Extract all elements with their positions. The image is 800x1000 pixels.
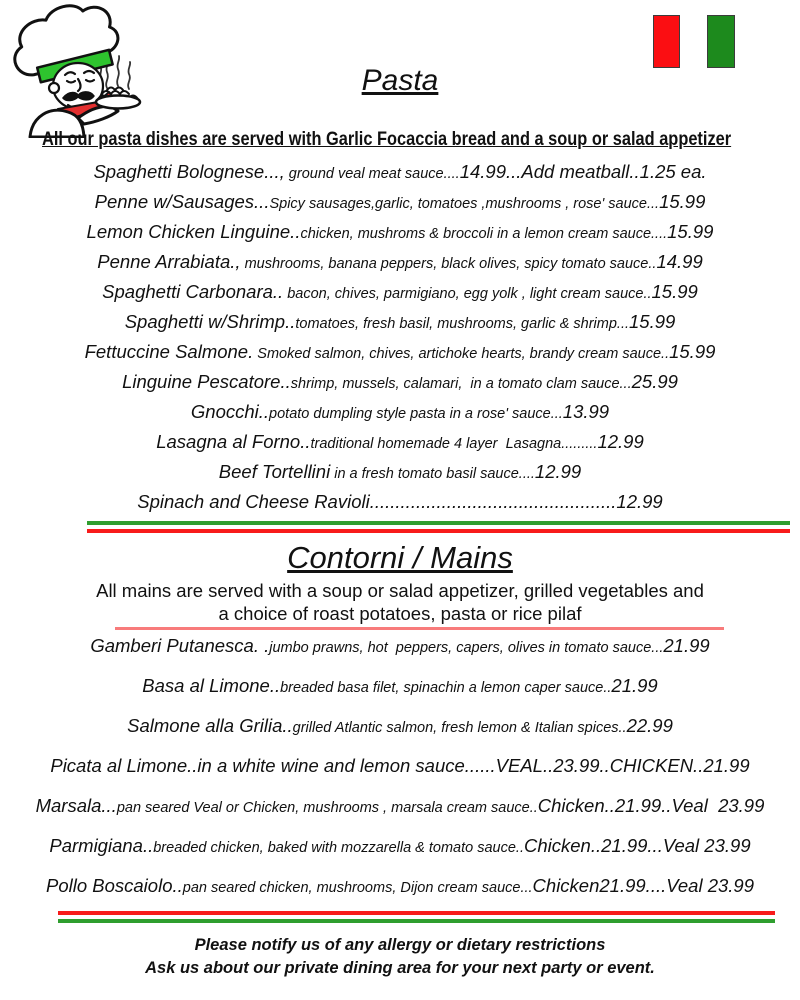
menu-item-row	[0, 626, 800, 666]
menu-item-row	[0, 826, 800, 866]
item-description: Spicy sausages,garlic, tomatoes ,mushrooms , rose' sauce...	[269, 196, 660, 212]
item-price: 14.99	[656, 251, 703, 272]
item-name: Gamberi Putanesca. .	[90, 635, 270, 656]
flag-red-stripe	[653, 15, 680, 68]
item-description: breaded basa filet, spinachin a lemon caper sauce..	[280, 680, 612, 696]
menu-item-row	[0, 746, 800, 786]
item-name: Linguine Pescatore..	[122, 371, 291, 392]
item-price: 21.99	[611, 675, 658, 696]
menu-item-row	[0, 277, 800, 307]
item-price: 15.99	[629, 311, 676, 332]
menu-item-row	[0, 866, 800, 906]
item-description: jumbo prawns, hot peppers, capers, olives in tomato sauce...	[269, 640, 664, 656]
item-name: Pollo Boscaiolo..	[45, 875, 183, 896]
menu-item-row	[0, 157, 800, 187]
item-price: Chicken..21.99...Veal 23.99	[524, 835, 751, 856]
mains-section-title: Contorni / Mains	[287, 540, 513, 575]
item-description: chicken, mushroms & broccoli in a lemon cream sauce....	[300, 226, 668, 242]
item-price: 25.99	[631, 371, 678, 392]
item-name: Penne w/Sausages...	[94, 191, 270, 212]
item-description: tomatoes, fresh basil, mushrooms, garlic & shrimp...	[295, 316, 630, 332]
item-price: 14.99...Add meatball..1.25 ea.	[459, 161, 707, 182]
item-price: 15.99	[659, 191, 706, 212]
pasta-section-note: All our pasta dishes are served with Garlic Focaccia bread and a soup or salad appetizer	[42, 128, 732, 150]
item-name: Spaghetti w/Shrimp..	[124, 311, 296, 332]
tricolor-divider-bottom	[58, 911, 775, 923]
item-price: 13.99	[562, 401, 610, 422]
item-description: bacon, chives, parmigiano, egg yolk , light cream sauce..	[283, 286, 652, 302]
flag-green-stripe	[707, 15, 735, 68]
item-price: 12.99	[534, 461, 582, 482]
menu-item-row	[0, 457, 800, 487]
green-stripe	[87, 521, 790, 525]
item-price: 22.99	[626, 715, 673, 736]
item-name: Parmigiana..	[49, 835, 154, 856]
item-name: Spaghetti Bolognese...,	[93, 161, 285, 182]
menu-item-row	[0, 427, 800, 457]
item-name: Marsala...	[35, 795, 117, 816]
item-description: potato dumpling style pasta in a rose' sauce...	[269, 406, 563, 422]
item-price: Chicken..21.99..Veal 23.99	[537, 795, 765, 816]
item-name: Lemon Chicken Linguine..	[86, 221, 301, 242]
tricolor-divider-pasta	[87, 521, 790, 533]
menu-item-row	[0, 217, 800, 247]
item-price: 12.99	[616, 491, 663, 512]
menu-item-row	[0, 247, 800, 277]
item-price: Chicken21.99....Veal 23.99	[532, 875, 755, 896]
item-description: pan seared chicken, mushrooms, Dijon cream sauce...	[182, 880, 533, 896]
item-price: 12.99	[597, 431, 644, 452]
mains-note-line1: All mains are served with a soup or salad appetizer, grilled vegetables and	[96, 580, 704, 601]
item-description: breaded chicken, baked with mozzarella & tomato sauce..	[153, 840, 524, 856]
item-description: grilled Atlantic salmon, fresh lemon & Italian spices..	[292, 720, 627, 736]
item-name: Basa al Limone..	[142, 675, 281, 696]
pasta-section-title: Pasta	[361, 64, 439, 97]
item-name: Penne Arrabiata.,	[97, 251, 241, 272]
menu-item-row	[0, 487, 800, 517]
menu-item-row	[0, 666, 800, 706]
menu-item-row	[0, 337, 800, 367]
item-name: Gnocchi..	[190, 401, 270, 422]
item-description: shrimp, mussels, calamari, in a tomato clam sauce...	[290, 376, 632, 392]
menu-item-row	[0, 307, 800, 337]
item-price: 15.99	[667, 221, 714, 242]
menu-item-row	[0, 367, 800, 397]
item-description: traditional homemade 4 layer Lasagna.........	[310, 436, 598, 452]
item-price: 21.99	[663, 635, 710, 656]
item-name: Salmone alla Grilia..	[127, 715, 293, 736]
item-price: 15.99	[651, 281, 698, 302]
item-name: Spinach and Cheese Ravioli................................................	[137, 491, 617, 512]
mains-items-list	[0, 626, 800, 906]
item-price: VEAL..23.99..CHICKEN..21.99	[495, 755, 750, 776]
item-name: Spaghetti Carbonara..	[102, 281, 284, 302]
menu-item-row	[0, 397, 800, 427]
mains-note-line2: a choice of roast potatoes, pasta or rice pilaf	[218, 603, 582, 624]
item-name: Fettuccine Salmone.	[84, 341, 254, 362]
item-price: 15.99	[669, 341, 716, 362]
item-name: Beef Tortellini	[218, 461, 331, 482]
red-stripe	[87, 529, 790, 533]
menu-item-row	[0, 187, 800, 217]
item-description: Smoked salmon, chives, artichoke hearts, brandy cream sauce..	[253, 346, 670, 362]
footer-private-dining-note: Ask us about our private dining area for your next party or event.	[145, 959, 655, 977]
menu-item-row	[0, 706, 800, 746]
item-name: Picata al Limone..in a white wine and lemon sauce......	[50, 755, 496, 776]
item-description: in a fresh tomato basil sauce....	[330, 466, 535, 482]
footer-allergy-note: Please notify us of any allergy or dietary restrictions	[194, 936, 606, 954]
item-name: Lasagna al Forno..	[156, 431, 311, 452]
item-description: mushrooms, banana peppers, black olives, spicy tomato sauce..	[240, 256, 657, 272]
item-description: pan seared Veal or Chicken, mushrooms , marsala cream sauce..	[116, 800, 538, 816]
pasta-items-list	[0, 157, 800, 517]
green-stripe	[58, 919, 775, 923]
red-stripe	[58, 911, 775, 915]
menu-item-row	[0, 786, 800, 826]
item-description: ground veal meat sauce....	[284, 166, 460, 182]
